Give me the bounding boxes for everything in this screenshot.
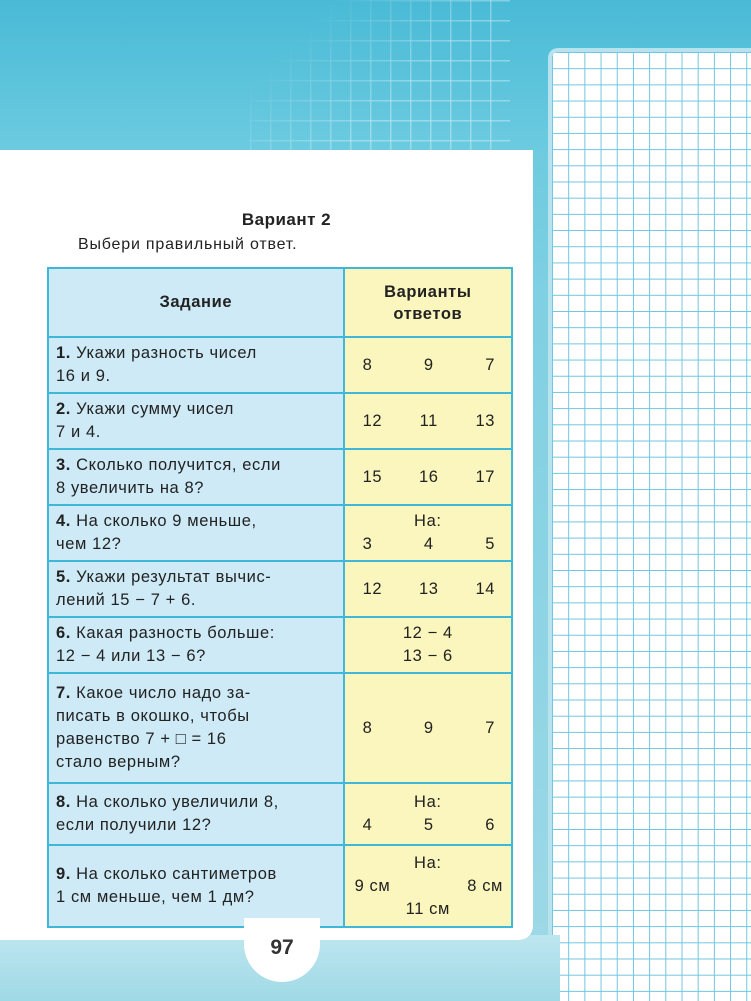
answer-option[interactable]: 12 − 4 bbox=[402, 624, 453, 642]
answer-option[interactable]: 8 см bbox=[467, 876, 503, 895]
header-answers-line: ответов bbox=[393, 304, 463, 323]
answer-cell bbox=[344, 449, 512, 505]
task-cell bbox=[48, 673, 344, 783]
answer-cell bbox=[344, 845, 512, 927]
instruction-text: Выбери правильный ответ. bbox=[78, 236, 298, 253]
answer-option[interactable]: 15 bbox=[362, 467, 383, 486]
task-text-line: На сколько 9 меньше, bbox=[76, 512, 257, 530]
header-answers-line: Варианты bbox=[384, 282, 472, 301]
task-cell bbox=[48, 617, 344, 673]
answer-cell bbox=[344, 617, 512, 673]
page-number: 97 bbox=[244, 918, 320, 982]
answer-option[interactable]: 13 bbox=[419, 579, 439, 598]
task-text-line: На сколько увеличили 8, bbox=[76, 793, 279, 811]
task-number: 4. bbox=[56, 512, 71, 530]
task-number: 5. bbox=[56, 568, 71, 586]
answer-option[interactable]: 14 bbox=[475, 579, 495, 598]
answer-option[interactable]: 6 bbox=[485, 816, 495, 834]
task-text-line: 12 − 4 или 13 − 6? bbox=[56, 647, 206, 665]
answer-cell bbox=[344, 393, 512, 449]
answer-option[interactable]: 7 bbox=[485, 355, 495, 374]
header-task: Задание bbox=[48, 268, 344, 337]
answer-cell bbox=[344, 673, 512, 783]
task-text-line: 7 и 4. bbox=[56, 423, 101, 441]
table-row bbox=[48, 393, 512, 449]
variant-title: Вариант 2 bbox=[241, 210, 332, 229]
task-text-line: Сколько получится, если bbox=[76, 456, 281, 474]
answer-cell bbox=[344, 337, 512, 393]
answer-prefix: На: bbox=[414, 853, 442, 872]
decorative-grid-pattern bbox=[250, 0, 510, 150]
answer-option[interactable]: 8 bbox=[362, 355, 373, 374]
task-text-line: лений 15 − 7 + 6. bbox=[56, 591, 197, 609]
table-row bbox=[48, 783, 512, 845]
answer-option[interactable]: 13 − 6 bbox=[402, 647, 453, 665]
answer-cell bbox=[344, 561, 512, 617]
task-text-line: 16 и 9. bbox=[56, 367, 111, 385]
task-text-line: 1 см меньше, чем 1 дм? bbox=[56, 888, 255, 906]
task-text-line: стало верным? bbox=[56, 753, 181, 771]
answer-option[interactable]: 3 bbox=[362, 535, 373, 553]
answer-option[interactable]: 5 bbox=[485, 535, 495, 553]
table-row bbox=[48, 337, 512, 393]
table-row bbox=[48, 673, 512, 783]
task-text-line: 8 увеличить на 8? bbox=[56, 479, 205, 497]
table-row bbox=[48, 561, 512, 617]
task-cell bbox=[48, 783, 344, 845]
answer-prefix: На: bbox=[414, 512, 442, 530]
task-number: 3. bbox=[56, 456, 71, 474]
table-header-row bbox=[48, 268, 512, 337]
task-number: 1. bbox=[56, 344, 71, 362]
graph-paper-page bbox=[548, 48, 751, 1001]
answer-prefix: На: bbox=[414, 793, 442, 811]
task-text-line: Укажи разность чисел bbox=[76, 344, 257, 362]
task-cell bbox=[48, 561, 344, 617]
answer-option[interactable]: 13 bbox=[475, 411, 495, 430]
answer-option[interactable]: 8 bbox=[362, 718, 373, 737]
task-cell bbox=[48, 845, 344, 927]
answer-option[interactable]: 9 см bbox=[354, 876, 391, 895]
task-text-line: чем 12? bbox=[56, 535, 122, 553]
answer-option[interactable]: 11 см bbox=[405, 899, 450, 918]
header-answers bbox=[344, 268, 512, 337]
answer-option[interactable]: 11 bbox=[419, 411, 438, 430]
table-row bbox=[48, 505, 512, 561]
table-row bbox=[48, 845, 512, 927]
answer-option[interactable]: 12 bbox=[362, 411, 383, 430]
quiz-table bbox=[47, 267, 513, 928]
task-number: 6. bbox=[56, 624, 71, 642]
task-text-line: На сколько сантиметров bbox=[76, 865, 277, 883]
task-number: 8. bbox=[56, 793, 71, 811]
task-number: 2. bbox=[56, 400, 71, 418]
task-text-line: если получили 12? bbox=[56, 816, 212, 834]
answer-cell bbox=[344, 505, 512, 561]
task-cell bbox=[48, 337, 344, 393]
task-cell bbox=[48, 449, 344, 505]
task-number: 7. bbox=[56, 684, 71, 702]
task-text-line: равенство 7 + □ = 16 bbox=[56, 730, 227, 748]
task-text-line: Укажи результат вычис- bbox=[76, 568, 272, 586]
task-cell bbox=[48, 393, 344, 449]
answer-option[interactable]: 9 bbox=[423, 355, 434, 374]
answer-option[interactable]: 17 bbox=[475, 467, 495, 486]
textbook-page bbox=[0, 150, 533, 940]
answer-option[interactable]: 12 bbox=[362, 579, 383, 598]
answer-option[interactable]: 16 bbox=[419, 467, 439, 486]
task-text-line: Какое число надо за- bbox=[76, 684, 251, 702]
answer-option[interactable]: 4 bbox=[362, 816, 373, 834]
task-number: 9. bbox=[56, 865, 71, 883]
answer-option[interactable]: 7 bbox=[485, 718, 495, 737]
table-row bbox=[48, 449, 512, 505]
task-text-line: Укажи сумму чисел bbox=[76, 400, 235, 418]
task-cell bbox=[48, 505, 344, 561]
answer-option[interactable]: 9 bbox=[423, 718, 434, 737]
answer-option[interactable]: 5 bbox=[423, 816, 434, 834]
table-row bbox=[48, 617, 512, 673]
task-text-line: Какая разность больше: bbox=[76, 624, 275, 642]
answer-cell bbox=[344, 783, 512, 845]
task-text-line: писать в окошко, чтобы bbox=[56, 707, 250, 725]
answer-option[interactable]: 4 bbox=[423, 535, 434, 553]
